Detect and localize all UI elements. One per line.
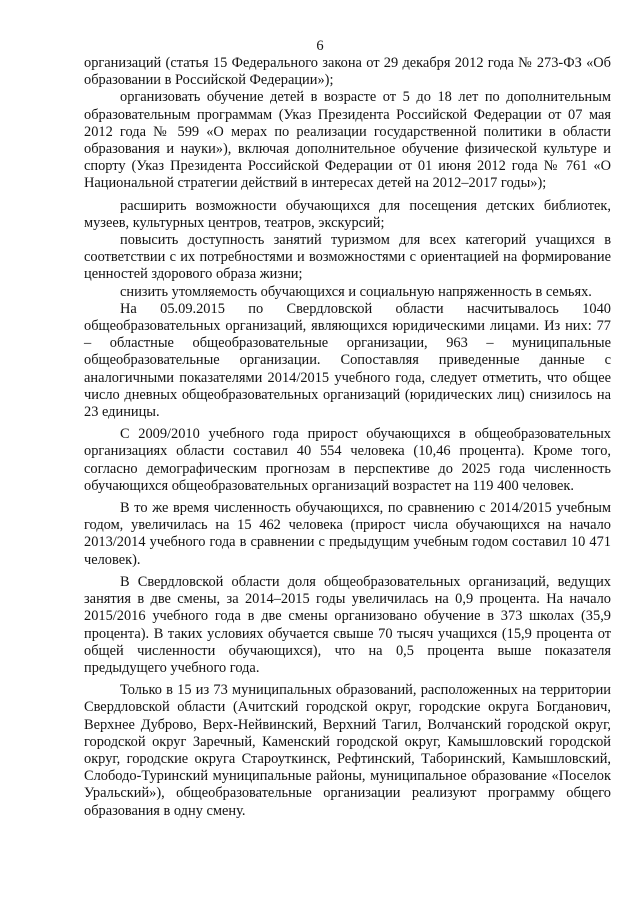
paragraph-two-shifts: В Свердловской области доля общеобразовательных организаций, ведущих занятия в две смены, за 2014–2015 годы увеличилась на 0,9 процента. На начало 2015/2016 учебного года в две смены организовано обучение в 373 школах (35,9 процента). В таких условиях обучается свыше 70 тысяч учащихся (15,9 процента от общей численности обучающихся), что на 0,5 процента выше показателя предыдущего учебного года.	[84, 573, 611, 676]
paragraph-one-shift-municipalities: Только в 15 из 73 муниципальных образований, расположенных на территории Свердловской области (Ачитский городской округ, городские округа Богданович, Верхнее Дуброво, Верх-Нейвинский, Верхний Тагил, Волчанский городской округ, городской округ Заречный, Каменский городской округ, Камышловский городской округ, городские округа Староуткинск, Рефтинский, Таборинский, Камышловский, Слободо-Туринский муниципальные районы, муниципальное образование «Поселок Уральский»), общеобразовательные организации реализуют программу общего образования в одну смену.	[84, 682, 611, 819]
paragraph-law-reference: организаций (статья 15 Федерального закона от 29 декабря 2012 года № 273-ФЗ «Об образовании в Российской Федерации»);	[84, 55, 611, 89]
paragraph-libraries-museums: расширить возможности обучающихся для посещения детских библиотек, музеев, культурных центров, театров, экскурсий;	[84, 197, 611, 231]
paragraph-student-growth: С 2009/2010 учебного года прирост обучающихся в общеобразовательных организациях области составил 40 554 человека (10,46 процента). Кроме того, согласно демографическим прогнозам в перспективе до 2025 года численность обучающихся общеобразовательных организаций возрастет на 119 400 человек.	[84, 426, 611, 494]
paragraph-additional-education: организовать обучение детей в возрасте от 5 до 18 лет по дополнительным образовательным программам (Указ Президента Российской Федерации от 07 мая 2012 года № 599 «О мерах по реализации государственной политики в области образования и науки»), включая дополнительное обучение физической культуре и спорту (Указ Президента Российской Федерации от 01 июня 2012 года № 761 «О Национальной стратегии действий в интересах детей на 2012–2017 годы»);	[84, 89, 611, 192]
page-number: 6	[316, 38, 324, 54]
paragraph-fatigue: снизить утомляемость обучающихся и социальную напряженность в семьях.	[120, 283, 592, 300]
paragraph-tourism: повысить доступность занятий туризмом для всех категорий учащихся в соответствии с их потребностями и возможностями с ориентацией на формирование ценностей здорового образа жизни;	[84, 232, 611, 283]
paragraph-organizations-count: На 05.09.2015 по Свердловской области насчитывалось 1040 общеобразовательных организаций, являющихся юридическими лицами. Из них: 77 – областные общеобразовательные организации, 963 – муниципальные общеобразовательные организации. Сопоставляя приведенные данные с аналогичными показателями 2014/2015 учебного года, следует отметить, что общее число дневных общеобразовательных организаций (юридических лиц) снизилось на 23 единицы.	[84, 300, 611, 421]
document-body	[84, 55, 611, 820]
paragraph-student-increase: В то же время численность обучающихся, по сравнению с 2014/2015 учебным годом, увеличилась на 15 462 человека (прирост числа обучающихся на начало 2013/2014 учебного года в сравнении с предыдущим учебным годом составил 10 471 человек).	[84, 500, 611, 568]
